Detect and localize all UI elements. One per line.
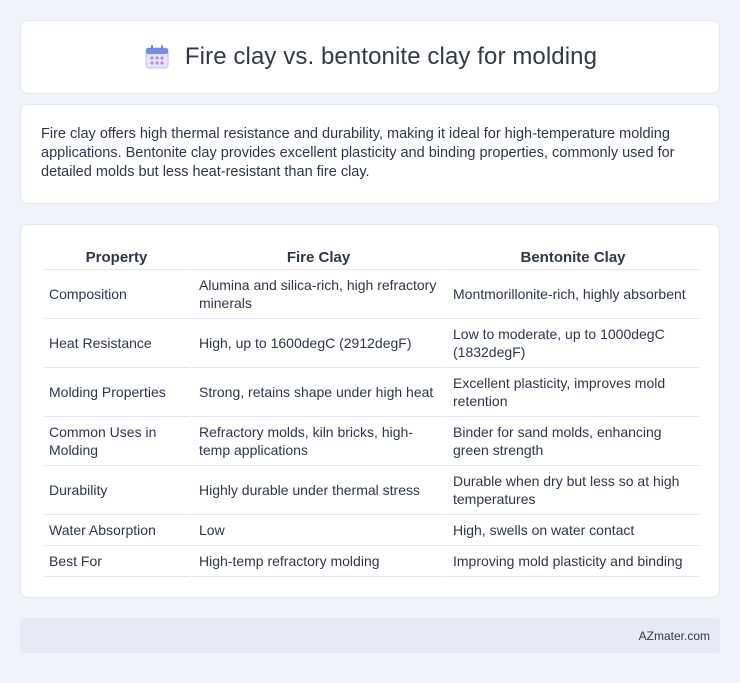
table-cell: High, swells on water contact [444,515,699,546]
table-cell: Water Absorption [43,515,190,546]
table-cell: Durability [43,466,190,515]
comparison-table-card [20,224,720,598]
table-header-row [43,245,699,270]
table-row [43,466,699,515]
table-cell: Low [190,515,444,546]
table-cell: High-temp refractory molding [190,546,444,577]
table-cell: Molding Properties [43,368,190,417]
table-cell: Common Uses in Molding [43,417,190,466]
table-cell: Low to moderate, up to 1000degC (1832degF) [444,319,699,368]
header-bentonite-clay: Bentonite Clay [444,245,699,270]
header-card [20,20,720,94]
table-cell: Durable when dry but less so at high temperatures [444,466,699,515]
page-title: Fire clay vs. bentonite clay for molding [184,43,598,70]
table-row [43,270,699,319]
table-row [43,319,699,368]
comparison-table [43,245,699,577]
header-fire-clay: Fire Clay [190,245,444,270]
table-cell: Refractory molds, kiln bricks, high-temp applications [190,417,444,466]
table-cell: Heat Resistance [43,319,190,368]
table-row [43,368,699,417]
table-cell: Highly durable under thermal stress [190,466,444,515]
table-cell: High, up to 1600degC (2912degF) [190,319,444,368]
footer-site-name: AZmater.com [638,628,710,643]
table-cell: Best For [43,546,190,577]
table-row [43,515,699,546]
intro-card [20,104,720,204]
table-row [43,417,699,466]
table-cell: Montmorillonite-rich, highly absorbent [444,270,699,319]
table-row [43,546,699,577]
table-cell: Binder for sand molds, enhancing green strength [444,417,699,466]
header [143,43,597,71]
footer-bar [20,618,720,653]
table-cell: Composition [43,270,190,319]
table-cell: Excellent plasticity, improves mold retention [444,368,699,417]
table-cell: Alumina and silica-rich, high refractory minerals [190,270,444,319]
table-cell: Improving mold plasticity and binding [444,546,699,577]
calendar-icon [143,43,171,71]
intro-text: Fire clay offers high thermal resistance and durability, making it ideal for high-temperature molding applications. Bentonite clay provides excellent plasticity and binding properties, commonly used for detailed molds but less heat-resistant than fire clay. [41,126,675,180]
header-property: Property [43,245,190,270]
table-cell: Strong, retains shape under high heat [190,368,444,417]
